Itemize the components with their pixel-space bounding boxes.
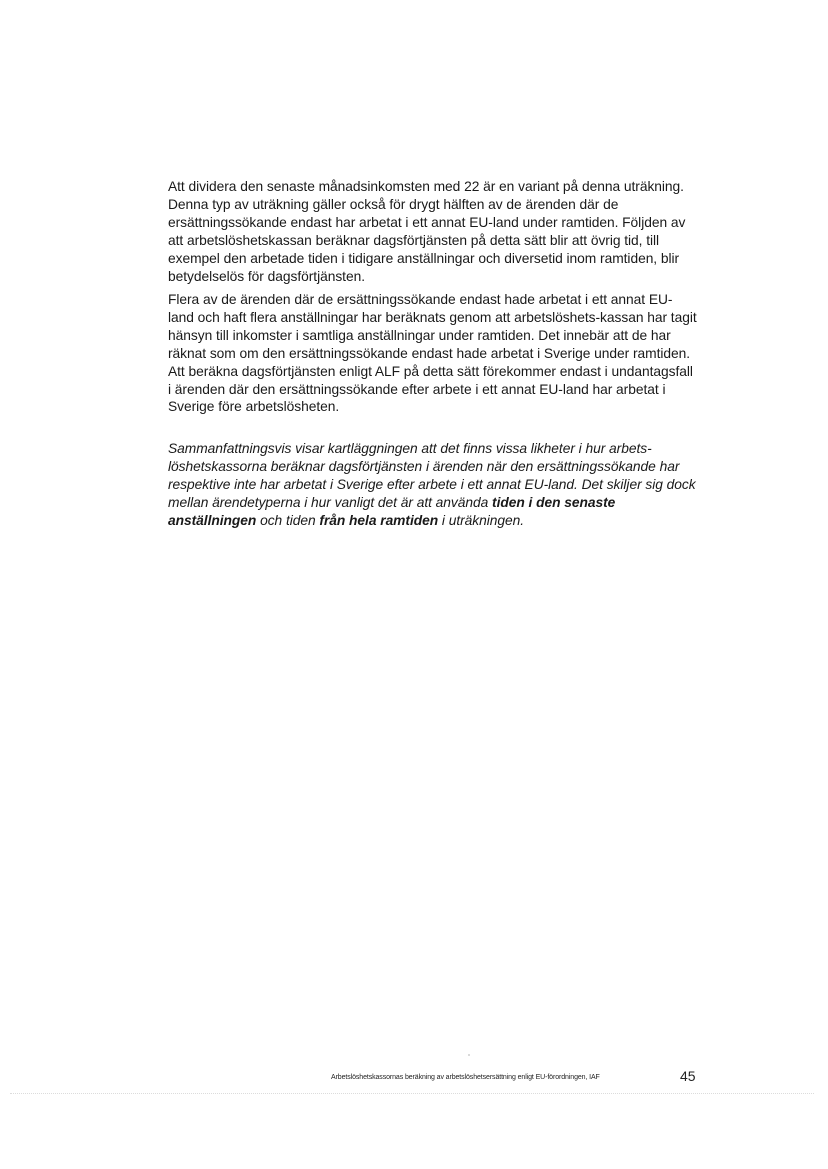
summary-emphasis-2: från hela ramtiden — [319, 512, 439, 528]
scan-speck — [468, 1054, 470, 1056]
summary-emphasis-1: tiden i den senaste anställningen — [168, 494, 616, 528]
summary-paragraph — [168, 440, 698, 530]
paragraph-text: Flera av de ärenden där de ersättningssökande endast hade arbetat i ett annat EU-land och haft flera anställningar har beräknats genom att arbetslöshets-kassan har tagit hänsyn till inkomster i samtliga anställningar under ramtiden. Det innebär att de har räknat som om den ersättningssökande endast hade arbetat i Sverige under ramtiden. Att beräkna dagsförtjänsten enligt ALF på detta sätt förekommer endast i undantagsfall i ärenden där den ersättningssökande efter arbete i ett annat EU-land har arbetat i Sverige före arbetslösheten. — [168, 292, 697, 415]
page-number: 45 — [680, 1068, 696, 1084]
body-paragraph-2 — [168, 291, 698, 416]
summary-part-3: i uträkningen. — [438, 512, 525, 528]
bottom-divider — [10, 1093, 814, 1094]
summary-part-1: Sammanfattningsvis visar kartläggningen att det finns vissa likheter i hur arbets-löshetskassorna beräknar dagsförtjänsten i ärenden när den ersättningssökande har respektive inte har arbetat i Sverige efter arbete i ett annat EU-land. Det skiljer sig dock mellan ärendetyperna i hur vanligt det är att använda — [168, 441, 696, 510]
summary-text — [168, 440, 698, 530]
footer-title: Arbetslöshetskassornas beräkning av arbetslöshetsersättning enligt EU-förordningen, IAF — [331, 1074, 600, 1081]
summary-part-2: och tiden — [256, 512, 320, 528]
body-paragraph-1 — [168, 178, 698, 285]
paragraph-text: Att dividera den senaste månadsinkomsten med 22 är en variant på denna uträkning. Denna typ av uträkning gäller också för drygt hälften av de ärenden där de ersättningssökande endast har arbetat i ett annat EU-land under ramtiden. Följden av att arbetslöshetskassan beräknar dagsförtjänsten på detta sätt blir att övrig tid, till exempel den arbetade tiden i tidigare anställningar och diversetid inom ramtiden, blir betydelselös för dagsförtjänsten. — [168, 179, 686, 284]
